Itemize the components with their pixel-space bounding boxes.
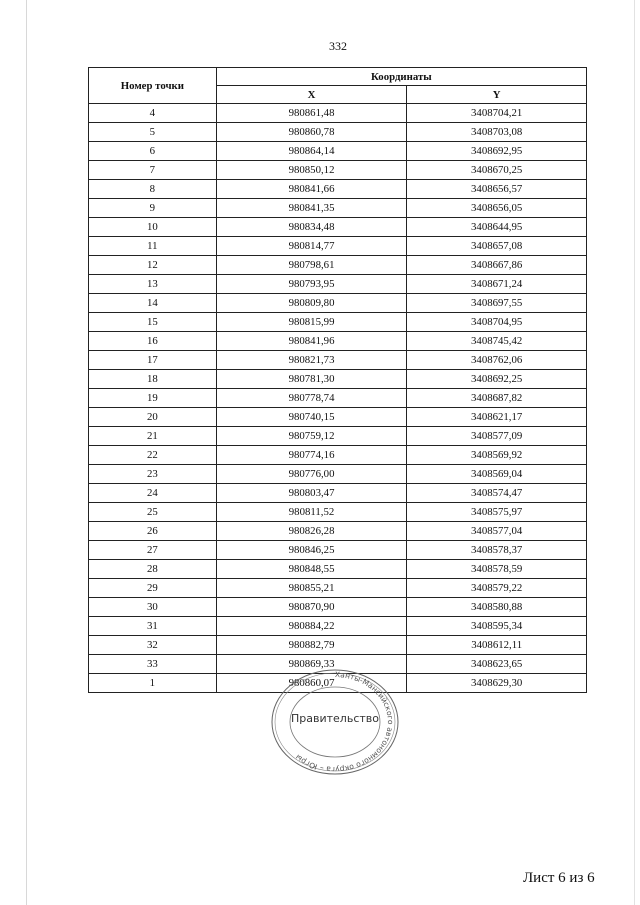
point-number-cell: 10 xyxy=(89,218,217,237)
point-number-cell: 33 xyxy=(89,655,217,674)
y-coordinate-cell: 3408577,09 xyxy=(407,427,587,446)
page-margin-line xyxy=(26,0,27,905)
y-coordinate-cell: 3408697,55 xyxy=(407,294,587,313)
table-row xyxy=(89,104,587,123)
point-number-cell: 28 xyxy=(89,560,217,579)
table-row xyxy=(89,237,587,256)
x-coordinate-cell: 980848,55 xyxy=(216,560,407,579)
point-number-cell: 20 xyxy=(89,408,217,427)
x-coordinate-cell: 980781,30 xyxy=(216,370,407,389)
table-row xyxy=(89,389,587,408)
table-row xyxy=(89,579,587,598)
y-coordinate-cell: 3408670,25 xyxy=(407,161,587,180)
y-coordinate-cell: 3408579,22 xyxy=(407,579,587,598)
y-coordinate-cell: 3408692,25 xyxy=(407,370,587,389)
table-body xyxy=(89,104,587,693)
point-number-cell: 21 xyxy=(89,427,217,446)
table-row xyxy=(89,313,587,332)
x-coordinate-cell: 980815,99 xyxy=(216,313,407,332)
table-row xyxy=(89,370,587,389)
point-number-cell: 11 xyxy=(89,237,217,256)
x-coordinate-cell: 980834,48 xyxy=(216,218,407,237)
point-number-cell: 22 xyxy=(89,446,217,465)
x-coordinate-cell: 980869,33 xyxy=(216,655,407,674)
point-number-cell: 31 xyxy=(89,617,217,636)
table-row xyxy=(89,256,587,275)
x-coordinate-cell: 980814,77 xyxy=(216,237,407,256)
page-number: 332 xyxy=(329,39,347,53)
header-y: Y xyxy=(407,86,587,104)
x-coordinate-cell: 980821,73 xyxy=(216,351,407,370)
y-coordinate-cell: 3408575,97 xyxy=(407,503,587,522)
x-coordinate-cell: 980793,95 xyxy=(216,275,407,294)
point-number-cell: 32 xyxy=(89,636,217,655)
y-coordinate-cell: 3408580,88 xyxy=(407,598,587,617)
sheet-number: Лист 6 из 6 xyxy=(523,870,595,886)
table-row xyxy=(89,560,587,579)
y-coordinate-cell: 3408569,04 xyxy=(407,465,587,484)
x-coordinate-cell: 980855,21 xyxy=(216,579,407,598)
table-row xyxy=(89,275,587,294)
table-row xyxy=(89,294,587,313)
y-coordinate-cell: 3408704,21 xyxy=(407,104,587,123)
x-coordinate-cell: 980870,90 xyxy=(216,598,407,617)
point-number-cell: 15 xyxy=(89,313,217,332)
x-coordinate-cell: 980861,48 xyxy=(216,104,407,123)
y-coordinate-cell: 3408656,05 xyxy=(407,199,587,218)
table-row xyxy=(89,408,587,427)
point-number-cell: 7 xyxy=(89,161,217,180)
official-seal xyxy=(270,665,400,775)
y-coordinate-cell: 3408657,08 xyxy=(407,237,587,256)
y-coordinate-cell: 3408578,59 xyxy=(407,560,587,579)
x-coordinate-cell: 980809,80 xyxy=(216,294,407,313)
y-coordinate-cell: 3408745,42 xyxy=(407,332,587,351)
table-row xyxy=(89,598,587,617)
table-row xyxy=(89,617,587,636)
table-row xyxy=(89,180,587,199)
x-coordinate-cell: 980841,35 xyxy=(216,199,407,218)
x-coordinate-cell: 980850,12 xyxy=(216,161,407,180)
point-number-cell: 6 xyxy=(89,142,217,161)
table-row xyxy=(89,465,587,484)
point-number-cell: 8 xyxy=(89,180,217,199)
point-number-cell: 9 xyxy=(89,199,217,218)
x-coordinate-cell: 980884,22 xyxy=(216,617,407,636)
point-number-cell: 29 xyxy=(89,579,217,598)
x-coordinate-cell: 980841,66 xyxy=(216,180,407,199)
table-row xyxy=(89,484,587,503)
point-number-cell: 18 xyxy=(89,370,217,389)
y-coordinate-cell: 3408656,57 xyxy=(407,180,587,199)
x-coordinate-cell: 980759,12 xyxy=(216,427,407,446)
table-row xyxy=(89,351,587,370)
y-coordinate-cell: 3408612,11 xyxy=(407,636,587,655)
x-coordinate-cell: 980846,25 xyxy=(216,541,407,560)
y-coordinate-cell: 3408762,06 xyxy=(407,351,587,370)
point-number-cell: 17 xyxy=(89,351,217,370)
point-number-cell: 25 xyxy=(89,503,217,522)
point-number-cell: 16 xyxy=(89,332,217,351)
header-coordinates: Координаты xyxy=(216,68,586,86)
x-coordinate-cell: 980841,96 xyxy=(216,332,407,351)
x-coordinate-cell: 980811,52 xyxy=(216,503,407,522)
y-coordinate-cell: 3408692,95 xyxy=(407,142,587,161)
point-number-cell: 5 xyxy=(89,123,217,142)
y-coordinate-cell: 3408577,04 xyxy=(407,522,587,541)
point-number-cell: 23 xyxy=(89,465,217,484)
table-row xyxy=(89,541,587,560)
y-coordinate-cell: 3408644,95 xyxy=(407,218,587,237)
x-coordinate-cell: 980803,47 xyxy=(216,484,407,503)
seal-ring-text: Ханты-Мансийского автономного округа – Югры xyxy=(293,669,395,775)
x-coordinate-cell: 980740,15 xyxy=(216,408,407,427)
point-number-cell: 26 xyxy=(89,522,217,541)
y-coordinate-cell: 3408629,30 xyxy=(407,674,587,693)
y-coordinate-cell: 3408569,92 xyxy=(407,446,587,465)
y-coordinate-cell: 3408621,17 xyxy=(407,408,587,427)
table-row xyxy=(89,199,587,218)
point-number-cell: 12 xyxy=(89,256,217,275)
y-coordinate-cell: 3408704,95 xyxy=(407,313,587,332)
x-coordinate-cell: 980778,74 xyxy=(216,389,407,408)
x-coordinate-cell: 980798,61 xyxy=(216,256,407,275)
header-x: X xyxy=(216,86,407,104)
x-coordinate-cell: 980860,78 xyxy=(216,123,407,142)
table-row xyxy=(89,123,587,142)
table-row xyxy=(89,636,587,655)
point-number-cell: 19 xyxy=(89,389,217,408)
point-number-cell: 27 xyxy=(89,541,217,560)
table-row xyxy=(89,142,587,161)
point-number-cell: 4 xyxy=(89,104,217,123)
point-number-cell: 30 xyxy=(89,598,217,617)
y-coordinate-cell: 3408687,82 xyxy=(407,389,587,408)
page-edge-line xyxy=(634,0,635,905)
table-row xyxy=(89,446,587,465)
x-coordinate-cell: 980882,79 xyxy=(216,636,407,655)
table-row xyxy=(89,218,587,237)
y-coordinate-cell: 3408578,37 xyxy=(407,541,587,560)
table-row xyxy=(89,161,587,180)
y-coordinate-cell: 3408703,08 xyxy=(407,123,587,142)
table-row xyxy=(89,503,587,522)
point-number-cell: 13 xyxy=(89,275,217,294)
table-row xyxy=(89,427,587,446)
x-coordinate-cell: 980774,16 xyxy=(216,446,407,465)
seal-center-text: Правительство xyxy=(291,712,379,725)
y-coordinate-cell: 3408671,24 xyxy=(407,275,587,294)
x-coordinate-cell: 980864,14 xyxy=(216,142,407,161)
y-coordinate-cell: 3408667,86 xyxy=(407,256,587,275)
table-row xyxy=(89,522,587,541)
y-coordinate-cell: 3408623,65 xyxy=(407,655,587,674)
x-coordinate-cell: 980776,00 xyxy=(216,465,407,484)
header-point-number: Номер точки xyxy=(89,68,217,104)
point-number-cell: 24 xyxy=(89,484,217,503)
x-coordinate-cell: 980860,07 xyxy=(216,674,407,693)
y-coordinate-cell: 3408574,47 xyxy=(407,484,587,503)
table-row xyxy=(89,332,587,351)
x-coordinate-cell: 980826,28 xyxy=(216,522,407,541)
coordinates-table xyxy=(88,67,587,693)
point-number-cell: 14 xyxy=(89,294,217,313)
y-coordinate-cell: 3408595,34 xyxy=(407,617,587,636)
point-number-cell: 1 xyxy=(89,674,217,693)
